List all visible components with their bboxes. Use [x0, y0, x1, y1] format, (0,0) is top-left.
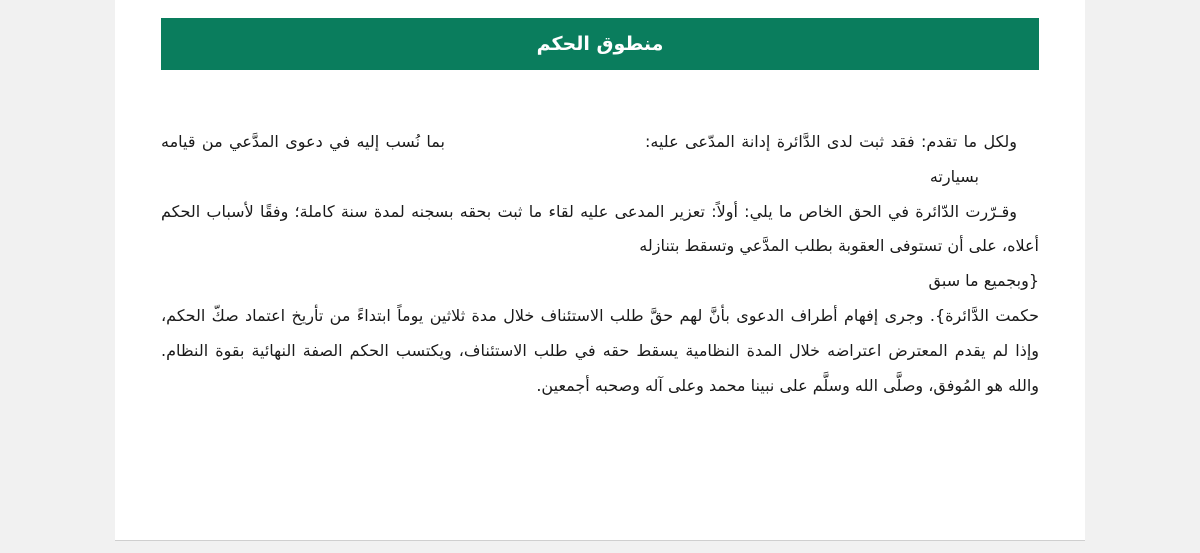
section-title: منطوق الحكم — [536, 33, 664, 55]
verdict-line1-start: ولكل ما تقدم: فقد ثبت لدى الدَّائرة إدانة المدّعى عليه: — [645, 132, 1018, 151]
verdict-paragraph-4: حكمت الدَّائرة}. وجرى إفهام أطراف الدعوى بأنَّ لهم حقَّ طلب الاستئناف خلال مدة ثلاثين يوماً ابتداءً من تأريخ اعتماد صكّ الحكم، وإذا لم يقدم المعترض اعتراضه خلال المدة النظامية يسقط حقه في طلب الاستئناف، ويكتسب الحكم الصفة النهائية بقوة النظام. والله هو المُوفق، وصلَّى الله وسلَّم على نبينا محمد وعلى آله وصحبه أجمعين. — [161, 305, 1039, 395]
verdict-paragraph-2 — [161, 195, 1039, 265]
verdict-paragraph-3: {وبجميع ما سبق — [928, 271, 1039, 291]
document-page — [115, 0, 1085, 540]
section-header — [161, 18, 1039, 70]
verdict-paragraph-2-text: وقـرّرت الدّائرة في الحق الخاص ما يلي: أولاً: تعزير المدعى عليه لقاء ما ثبت بحقه بسجنه لمدة سنة كاملة؛ وفقًا لأسباب الحكم أعلاه، على أن تستوفى العقوبة بطلب المدَّعي وتسقط بتنازله — [161, 201, 1039, 256]
verdict-paragraph-1 — [161, 125, 1039, 195]
verdict-line2-start: المدَّعي من قيامه — [161, 132, 279, 151]
verdict-body — [161, 125, 1039, 403]
page-bottom-divider — [115, 540, 1085, 541]
verdict-line1-end: بما نُسب إليه في دعوى — [285, 132, 445, 151]
verdict-line2-end: بسيارته — [929, 166, 979, 186]
